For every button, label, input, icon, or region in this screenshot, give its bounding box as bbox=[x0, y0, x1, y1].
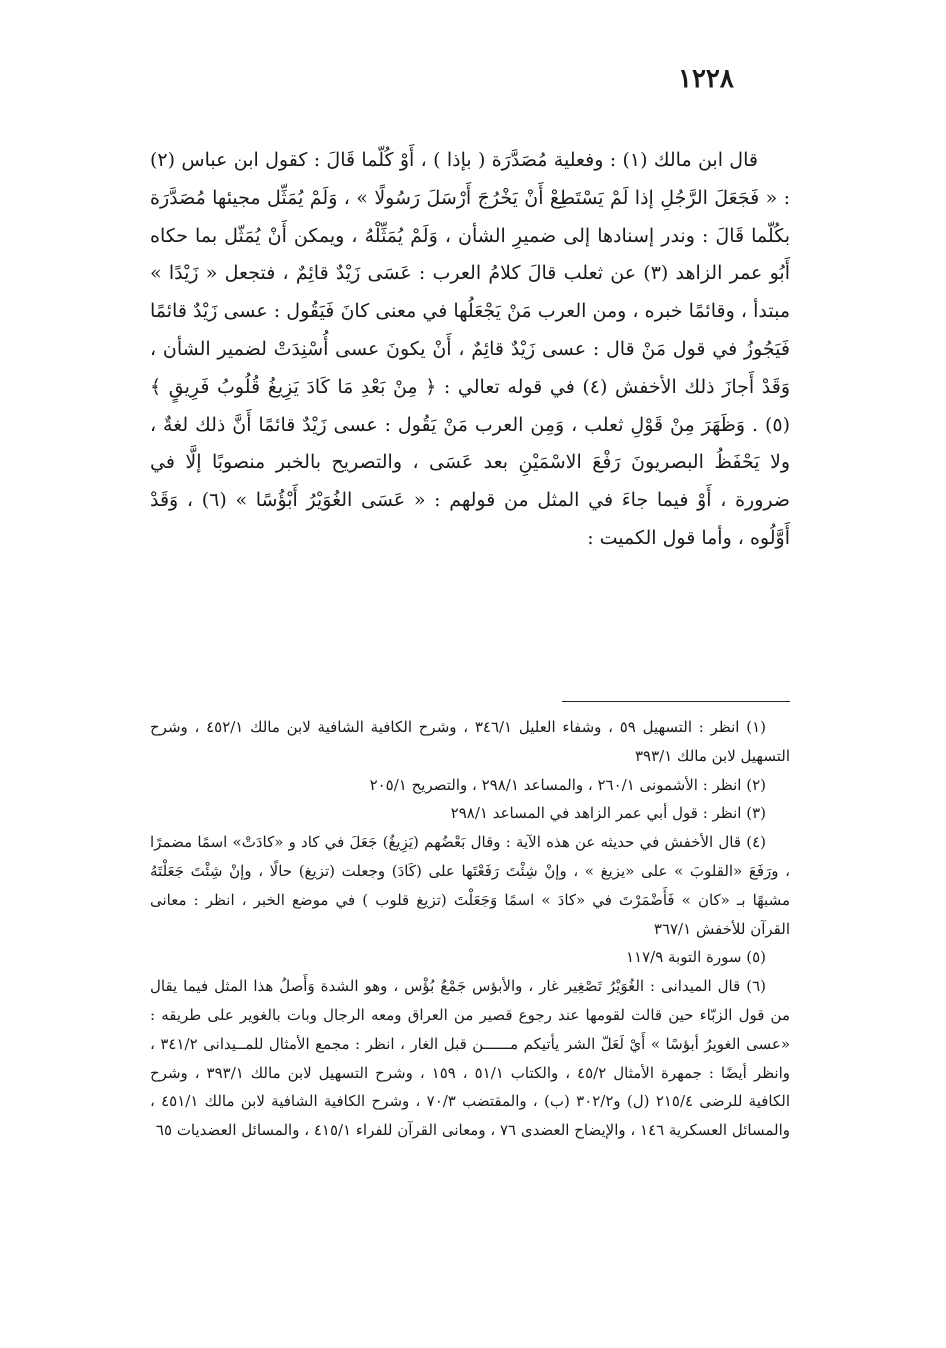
page-number: ١٢٢٨ bbox=[678, 64, 734, 94]
footnote-separator bbox=[562, 701, 790, 702]
footnotes bbox=[150, 713, 790, 1145]
body-paragraph: قال ابن مالك (١) : وفعلية مُصَدَّرَة ( بإذا ) ، أَوْ كُلّما قَالَ : كقول ابن عباس (٢) : « فَجَعَلَ الرَّجُلِ إذا لَمْ يَسْتَطِعْ أَنْ يَخْرُجَ أَرْسَلَ رَسُولًا » ، وَلَمْ يُمَثِّل مجيئها مُصَدَّرَة بكُلّما قَالَ : وندر إسنادها إلى ضميرِ الشأن ، وَلَمْ يُمَثِّلْهُ ، ويمكن أَنْ يُمَثّل بما حكاه أَبُو عمر الزاهد (٣) عن ثعلب قالَ كلامُ العرب : عَسَى زَيْدٌ قائِمٌ ، فتجعل « زَيْدًا » مبتدأ ، وقائمًا خبره ، ومن العرب مَنْ يَجْعَلُها في معنى كانَ فَيَقُول : عسى زَيْدٌ قائمًا فَيَجُوزُ في قول مَنْ قال : عسى زَيْدٌ قائِمٌ ، أَنْ يكونَ عسى أُسْنِدَتْ لضمير الشأن ، وَقَدْ أَجازَ ذلك الأخفش (٤) في قوله تعالي : ﴿ مِنْ بَعْدِ مَا كَادَ يَزِيغُ قُلُوبُ فَرِيقٍ ﴾ (٥) . وَظَهَرَ مِنْ قَوْلِ ثعلب ، وَمِن العرب مَنْ يَقُول : عسى زَيْدٌ قائمًا أَنَّ ذلك لغةٌ ، ولا يَحْفَظُ البصريونَ رَفْعَ الاسْمَيْنِ بعد عَسَى ، والتصريح بالخبر منصوبًا إلَّا في ضرورة ، أَوْ فيما جاءَ في المثل من قولهم : « عَسَى الغُوَيْرُ أَبْؤُسًا » (٦) ، وَقَدْ أَوَّلُوه ، وأما قول الكميت : bbox=[150, 149, 791, 549]
footnote-6: (٦) قال الميدانى : الغُوَيْرُ تَصْغِير غار ، والأبؤس جَمْعُ بُؤْس ، وهو الشدة وَأَصلُ هذا المثل فيما يقال من قول الزبّاء حين قالت لقومها عند رجوع قصير من العراق ومعه الرجال وبات بالغوير على طريقه : «عسى الغويرُ أبؤسًا » أَيْ لَعَلّ الشر يأتيكم مــــــن قبل الغار ، انظر : مجمع الأمثال للمــيدانى ٣٤١/٢ ، وانظر أيضًا : جمهرة الأمثال ٤٥/٢ ، والكتاب ٥١/١ ، ١٥٩ ، وشرح التسهيل لابن مالك ٣٩٣/١ ، وشرح الكافية للرضى ٢١٥/٤ (ل) و٣٠٢/٢ (ب) ، والمقتضب ٧٠/٣ ، وشرح الكافية الشافية لابن مالك ٤٥١/١ ، والمسائل العسكرية ١٤٦ ، والإيضاح العضدى ٧٦ ، ومعانى القرآن للفراء ٤١٥/١ ، والمسائل العضديات ٦٥ bbox=[150, 977, 791, 1140]
main-text bbox=[150, 142, 790, 558]
footnote-2: (٢) انظر : الأشمونى ٢٦٠/١ ، والمساعد ٢٩٨/١ ، والتصريح ٢٠٥/١ bbox=[369, 775, 766, 794]
footnote-5: (٥) سورة التوبة ١١٧/٩ bbox=[625, 948, 766, 967]
footnote-4: (٤) قال الأخفش في حديثه عن هذه الآية : وقال بَعْضُهم (يَزِيغُ) جَعَلَ في كاد و «كادَتْ» اسمًا مضمرًا ، ورَفَعَ «القلوبَ » على «يزيغ » ، وإنْ شِئْتَ رَفَعْتَها على (كَادَ) وجعلت (تزيغ) حالًا ، وإنْ شِئْتَ جَعَلْتَهُ مشبهًا بـ «كان » فَأَضْمَرْتَ في «كادَ » اسمًا وَجَعَلْتَ (تزيغ قلوب ) في موضع الخبر ، انظر : معانى القرآن للأخفش ٣٦٧/١ bbox=[150, 833, 790, 938]
footnote-3: (٣) انظر : قول أبي عمر الزاهد في المساعد ٢٩٨/١ bbox=[450, 804, 766, 823]
footnote-1: (١) انظر : التسهيل ٥٩ ، وشفاء العليل ٣٤٦/١ ، وشرح الكافية الشافية لابن مالك ٤٥٢/١ ، وشرح التسهيل لابن مالك ٣٩٣/١ bbox=[150, 718, 790, 765]
